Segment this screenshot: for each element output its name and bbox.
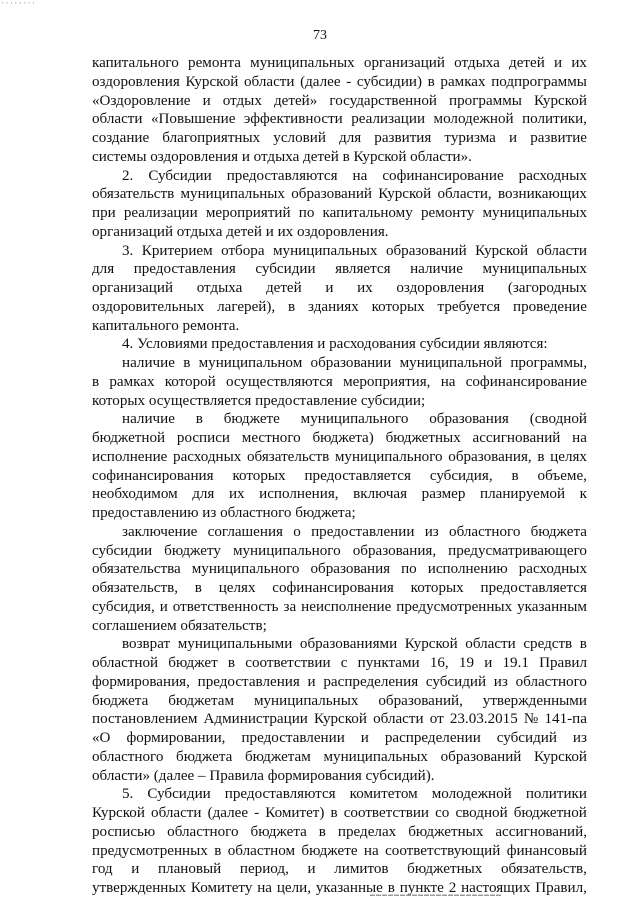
text-line: «О формировании, предоставлении и распределении субсидий из [92, 730, 587, 746]
text-line: 4. Условиями предоставления и расходования субсидии являются: [122, 336, 548, 353]
text-line: 5. Субсидии предоставляются комитетом молодежной политики [122, 786, 587, 803]
text-line: области» (далее – Правила формирования субсидий). [92, 767, 435, 784]
text-line: соглашением обязательств; [92, 617, 267, 634]
text-line: софинансирования которых предоставляется субсидия, в объеме, [92, 467, 587, 484]
text-line: капитального ремонта муниципальных организаций отдыха детей и их [92, 55, 587, 71]
text-line: постановлением Администрации Курской области от 23.03.2015 № 141-па [92, 711, 587, 728]
text-line: системы оздоровления и отдыха детей в Курской области». [92, 148, 472, 165]
text-line: «Оздоровление и отдых детей» государственной программы Курской [92, 92, 587, 109]
scan-corner-mark: ▪ ▪ ▪ ▪ ▪ ▪ ▪ ▪ [2, 0, 36, 4]
text-line: росписью областного бюджета в пределах бюджетных ассигнований, [92, 823, 587, 840]
text-line: при реализации мероприятий по капитальному ремонту муниципальных [92, 205, 587, 221]
text-line: областной бюджет в соответствии с пунктами 16, 19 и 19.1 Правил [92, 655, 587, 671]
text-line: формирования, предоставления и распределения субсидий из областного [92, 673, 587, 690]
text-line: наличие в муниципальном образовании муниципальной программы, [122, 355, 587, 371]
text-line: бюджетной росписи местного бюджета) бюджетных ассигнований на [92, 430, 587, 446]
text-line: предусмотренных в областном бюджете на соответствующий финансовый [92, 842, 587, 859]
text-line: год и плановый период, и лимитов бюджетных обязательств, [92, 861, 587, 878]
text-line: капитального ремонта. [92, 317, 240, 334]
text-line: создание благоприятных условий для развития туризма и развитие [92, 130, 587, 146]
page-number: 73 [313, 28, 327, 43]
text-line: областного бюджета бюджетам муниципальных образований Курской [92, 748, 587, 765]
text-line: которых осуществляется предоставление субсидии; [92, 392, 426, 409]
text-line: необходимом для их исполнения, включая размер планируемой к [92, 486, 587, 503]
text-line: обязательств муниципальных образований Курской области, возникающих [92, 186, 587, 203]
text-line: предоставлению из областного бюджета; [92, 505, 356, 521]
text-line: Курской области (далее - Комитет) в соответствии со сводной бюджетной [92, 805, 587, 821]
text-line: оздоровительных лагерей), в зданиях которых требуется проведение [92, 298, 587, 315]
text-line: утвержденных Комитету на цели, указанные в пункте 2 настоящих Правил, [92, 880, 587, 896]
text-line: возврат муниципальными образованиями Курской области средств в [122, 636, 587, 653]
text-line: в рамках которой осуществляются мероприятия, на софинансирование [92, 373, 587, 390]
text-line: оздоровления Курской области (далее - субсидии) в рамках подпрограммы [92, 73, 587, 90]
text-line: 2. Субсидии предоставляются на софинансирование расходных [122, 167, 587, 184]
text-line: субсидии бюджету муниципального образования, предусматривающего [92, 542, 587, 559]
document-body [92, 54, 587, 898]
text-line: организаций отдыха детей и их оздоровления. [92, 223, 389, 240]
text-line: для предоставления субсидии является наличие муниципальных [92, 261, 587, 278]
text-line: обязательств, в целях софинансирования которых предоставляется [92, 580, 587, 596]
text-line: обязательства муниципального образования по исполнению расходных [92, 561, 587, 578]
text-line: бюджета бюджетам муниципальных образований, утвержденными [92, 692, 587, 709]
scan-footer-mark: ▬▬▬▬▬▬▬▬▬▬▬▬▬▬▬▬▬▬▬▬▬▬ [370, 893, 502, 898]
text-line: субсидия, и ответственность за неисполнение предусмотренных указанным [92, 598, 587, 615]
text-line: области «Повышение эффективности реализации молодежной политики, [92, 111, 587, 128]
text-line: наличие в бюджете муниципального образования (сводной [122, 411, 587, 428]
text-line: исполнение расходных обязательств муниципального образования, в целях [92, 448, 587, 465]
text-line: 3. Критерием отбора муниципальных образований Курской области [122, 242, 587, 259]
text-line: заключение соглашения о предоставлении из областного бюджета [122, 523, 587, 540]
text-line: организаций отдыха детей и их оздоровления (загородных [92, 280, 587, 296]
